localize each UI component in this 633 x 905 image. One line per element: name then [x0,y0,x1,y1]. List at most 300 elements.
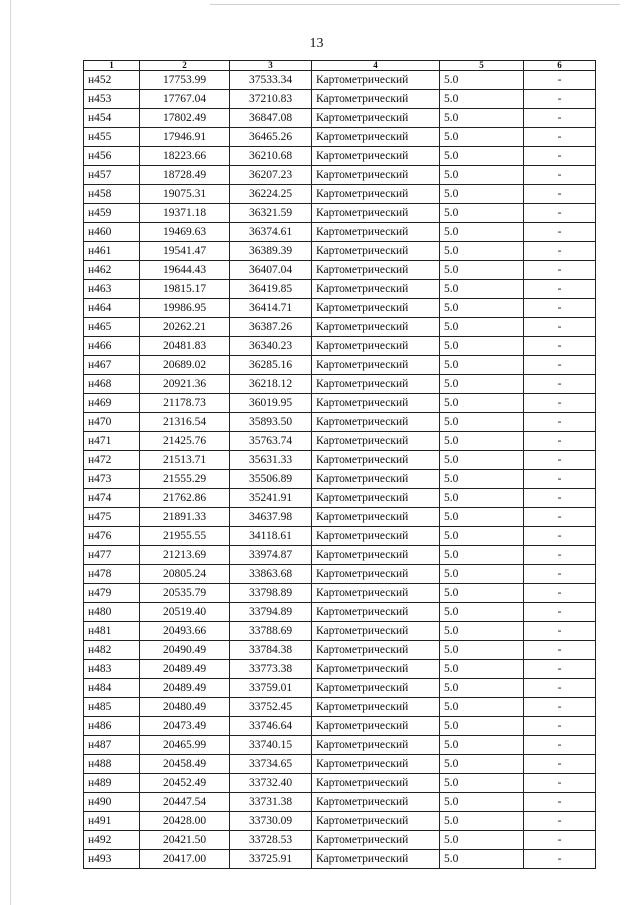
x-coordinate-cell: 20262.21 [140,318,230,337]
y-coordinate-cell: 33863.68 [230,565,312,584]
accuracy-cell: 5.0 [440,337,524,356]
accuracy-cell: 5.0 [440,185,524,204]
table-row [84,261,596,280]
table-row [84,128,596,147]
x-coordinate-cell: 19986.95 [140,299,230,318]
table-row [84,299,596,318]
note-cell: - [524,527,596,546]
table-row [84,356,596,375]
method-cell: Картометрический [312,698,440,717]
accuracy-cell: 5.0 [440,356,524,375]
x-coordinate-cell: 20480.49 [140,698,230,717]
y-coordinate-cell: 36847.08 [230,109,312,128]
y-coordinate-cell: 36218.12 [230,375,312,394]
accuracy-cell: 5.0 [440,641,524,660]
point-id-cell: н455 [84,128,140,147]
accuracy-cell: 5.0 [440,489,524,508]
method-cell: Картометрический [312,204,440,223]
x-coordinate-cell: 20473.49 [140,717,230,736]
note-cell: - [524,166,596,185]
point-id-cell: н491 [84,812,140,831]
column-header: 4 [312,61,440,71]
y-coordinate-cell: 37533.34 [230,71,312,90]
accuracy-cell: 5.0 [440,679,524,698]
accuracy-cell: 5.0 [440,128,524,147]
method-cell: Картометрический [312,356,440,375]
y-coordinate-cell: 36414.71 [230,299,312,318]
method-cell: Картометрический [312,394,440,413]
x-coordinate-cell: 17802.49 [140,109,230,128]
method-cell: Картометрический [312,812,440,831]
note-cell: - [524,185,596,204]
table-row [84,432,596,451]
note-cell: - [524,394,596,413]
y-coordinate-cell: 33730.09 [230,812,312,831]
accuracy-cell: 5.0 [440,527,524,546]
table-row [84,603,596,622]
accuracy-cell: 5.0 [440,166,524,185]
note-cell: - [524,242,596,261]
method-cell: Картометрический [312,584,440,603]
note-cell: - [524,261,596,280]
table-row [84,166,596,185]
note-cell: - [524,413,596,432]
accuracy-cell: 5.0 [440,90,524,109]
method-cell: Картометрический [312,622,440,641]
note-cell: - [524,489,596,508]
y-coordinate-cell: 33788.69 [230,622,312,641]
y-coordinate-cell: 33740.15 [230,736,312,755]
note-cell: - [524,660,596,679]
y-coordinate-cell: 33746.64 [230,717,312,736]
point-id-cell: н460 [84,223,140,242]
note-cell: - [524,204,596,223]
accuracy-cell: 5.0 [440,793,524,812]
point-id-cell: н466 [84,337,140,356]
accuracy-cell: 5.0 [440,375,524,394]
method-cell: Картометрический [312,432,440,451]
table-row [84,508,596,527]
note-cell: - [524,812,596,831]
x-coordinate-cell: 20805.24 [140,565,230,584]
point-id-cell: н470 [84,413,140,432]
accuracy-cell: 5.0 [440,774,524,793]
x-coordinate-cell: 21513.71 [140,451,230,470]
point-id-cell: н492 [84,831,140,850]
note-cell: - [524,109,596,128]
method-cell: Картометрический [312,508,440,527]
table-row [84,793,596,812]
note-cell: - [524,793,596,812]
y-coordinate-cell: 36321.59 [230,204,312,223]
x-coordinate-cell: 20689.02 [140,356,230,375]
y-coordinate-cell: 33734.65 [230,755,312,774]
point-id-cell: н471 [84,432,140,451]
y-coordinate-cell: 33798.89 [230,584,312,603]
accuracy-cell: 5.0 [440,698,524,717]
note-cell: - [524,128,596,147]
table-row [84,223,596,242]
x-coordinate-cell: 20458.49 [140,755,230,774]
column-header: 5 [440,61,524,71]
accuracy-cell: 5.0 [440,413,524,432]
table-body [84,71,596,869]
y-coordinate-cell: 34637.98 [230,508,312,527]
x-coordinate-cell: 21213.69 [140,546,230,565]
x-coordinate-cell: 19075.31 [140,185,230,204]
accuracy-cell: 5.0 [440,812,524,831]
method-cell: Картометрический [312,451,440,470]
point-id-cell: н453 [84,90,140,109]
note-cell: - [524,679,596,698]
table-row [84,318,596,337]
point-id-cell: н467 [84,356,140,375]
note-cell: - [524,603,596,622]
method-cell: Картометрический [312,755,440,774]
y-coordinate-cell: 33974.87 [230,546,312,565]
note-cell: - [524,641,596,660]
method-cell: Картометрический [312,660,440,679]
x-coordinate-cell: 20519.40 [140,603,230,622]
table-row [84,755,596,774]
accuracy-cell: 5.0 [440,223,524,242]
table-row [84,812,596,831]
point-id-cell: н478 [84,565,140,584]
table-row [84,280,596,299]
y-coordinate-cell: 35506.89 [230,470,312,489]
method-cell: Картометрический [312,128,440,147]
point-id-cell: н489 [84,774,140,793]
table-row [84,185,596,204]
y-coordinate-cell: 35763.74 [230,432,312,451]
y-coordinate-cell: 36374.61 [230,223,312,242]
note-cell: - [524,470,596,489]
table-row [84,242,596,261]
accuracy-cell: 5.0 [440,831,524,850]
y-coordinate-cell: 36387.26 [230,318,312,337]
method-cell: Картометрический [312,641,440,660]
table-row [84,660,596,679]
note-cell: - [524,508,596,527]
method-cell: Картометрический [312,71,440,90]
point-id-cell: н493 [84,850,140,869]
method-cell: Картометрический [312,717,440,736]
point-id-cell: н477 [84,546,140,565]
accuracy-cell: 5.0 [440,280,524,299]
table-header-row [84,61,596,71]
point-id-cell: н490 [84,793,140,812]
table-row [84,413,596,432]
method-cell: Картометрический [312,546,440,565]
x-coordinate-cell: 20489.49 [140,660,230,679]
point-id-cell: н457 [84,166,140,185]
x-coordinate-cell: 18223.66 [140,147,230,166]
point-id-cell: н484 [84,679,140,698]
x-coordinate-cell: 20428.00 [140,812,230,831]
y-coordinate-cell: 35241.91 [230,489,312,508]
note-cell: - [524,717,596,736]
column-header: 1 [84,61,140,71]
table-row [84,489,596,508]
method-cell: Картометрический [312,413,440,432]
point-id-cell: н486 [84,717,140,736]
point-id-cell: н463 [84,280,140,299]
point-id-cell: н464 [84,299,140,318]
point-id-cell: н452 [84,71,140,90]
accuracy-cell: 5.0 [440,242,524,261]
point-id-cell: н473 [84,470,140,489]
method-cell: Картометрический [312,679,440,698]
table-row [84,527,596,546]
point-id-cell: н461 [84,242,140,261]
accuracy-cell: 5.0 [440,318,524,337]
x-coordinate-cell: 20452.49 [140,774,230,793]
point-id-cell: н458 [84,185,140,204]
note-cell: - [524,831,596,850]
y-coordinate-cell: 36340.23 [230,337,312,356]
accuracy-cell: 5.0 [440,508,524,527]
accuracy-cell: 5.0 [440,147,524,166]
table-row [84,394,596,413]
accuracy-cell: 5.0 [440,584,524,603]
y-coordinate-cell: 33731.38 [230,793,312,812]
point-id-cell: н468 [84,375,140,394]
point-id-cell: н456 [84,147,140,166]
x-coordinate-cell: 20417.00 [140,850,230,869]
table-row [84,109,596,128]
table-row [84,641,596,660]
note-cell: - [524,375,596,394]
method-cell: Картометрический [312,318,440,337]
method-cell: Картометрический [312,565,440,584]
y-coordinate-cell: 35631.33 [230,451,312,470]
table-row [84,850,596,869]
accuracy-cell: 5.0 [440,717,524,736]
point-id-cell: н482 [84,641,140,660]
x-coordinate-cell: 20447.54 [140,793,230,812]
accuracy-cell: 5.0 [440,755,524,774]
y-coordinate-cell: 34118.61 [230,527,312,546]
note-cell: - [524,755,596,774]
table-row [84,375,596,394]
method-cell: Картометрический [312,299,440,318]
table-row [84,774,596,793]
note-cell: - [524,223,596,242]
note-cell: - [524,356,596,375]
table-row [84,679,596,698]
x-coordinate-cell: 19815.17 [140,280,230,299]
method-cell: Картометрический [312,470,440,489]
accuracy-cell: 5.0 [440,299,524,318]
y-coordinate-cell: 36465.26 [230,128,312,147]
method-cell: Картометрический [312,90,440,109]
x-coordinate-cell: 20465.99 [140,736,230,755]
table-row [84,470,596,489]
x-coordinate-cell: 19469.63 [140,223,230,242]
method-cell: Картометрический [312,793,440,812]
note-cell: - [524,698,596,717]
y-coordinate-cell: 36285.16 [230,356,312,375]
y-coordinate-cell: 35893.50 [230,413,312,432]
note-cell: - [524,736,596,755]
point-id-cell: н462 [84,261,140,280]
column-header: 3 [230,61,312,71]
note-cell: - [524,774,596,793]
note-cell: - [524,546,596,565]
y-coordinate-cell: 33728.53 [230,831,312,850]
x-coordinate-cell: 19644.43 [140,261,230,280]
table-row [84,736,596,755]
note-cell: - [524,71,596,90]
method-cell: Картометрический [312,736,440,755]
x-coordinate-cell: 20493.66 [140,622,230,641]
method-cell: Картометрический [312,185,440,204]
y-coordinate-cell: 36019.95 [230,394,312,413]
note-cell: - [524,622,596,641]
point-id-cell: н474 [84,489,140,508]
x-coordinate-cell: 20421.50 [140,831,230,850]
y-coordinate-cell: 33784.38 [230,641,312,660]
x-coordinate-cell: 18728.49 [140,166,230,185]
point-id-cell: н476 [84,527,140,546]
note-cell: - [524,337,596,356]
y-coordinate-cell: 36210.68 [230,147,312,166]
x-coordinate-cell: 20535.79 [140,584,230,603]
point-id-cell: н459 [84,204,140,223]
y-coordinate-cell: 33759.01 [230,679,312,698]
x-coordinate-cell: 21178.73 [140,394,230,413]
table-row [84,584,596,603]
coordinates-table [83,60,596,869]
accuracy-cell: 5.0 [440,470,524,489]
y-coordinate-cell: 36207.23 [230,166,312,185]
point-id-cell: н472 [84,451,140,470]
point-id-cell: н469 [84,394,140,413]
point-id-cell: н488 [84,755,140,774]
page-number: 13 [309,36,324,51]
accuracy-cell: 5.0 [440,622,524,641]
table-row [84,90,596,109]
table-row [84,204,596,223]
method-cell: Картометрический [312,850,440,869]
accuracy-cell: 5.0 [440,204,524,223]
point-id-cell: н481 [84,622,140,641]
y-coordinate-cell: 36419.85 [230,280,312,299]
table-row [84,337,596,356]
accuracy-cell: 5.0 [440,432,524,451]
method-cell: Картометрический [312,603,440,622]
table-row [84,622,596,641]
x-coordinate-cell: 17753.99 [140,71,230,90]
x-coordinate-cell: 21316.54 [140,413,230,432]
note-cell: - [524,850,596,869]
y-coordinate-cell: 33773.38 [230,660,312,679]
note-cell: - [524,432,596,451]
table-row [84,717,596,736]
accuracy-cell: 5.0 [440,603,524,622]
point-id-cell: н465 [84,318,140,337]
table-row [84,71,596,90]
accuracy-cell: 5.0 [440,394,524,413]
x-coordinate-cell: 20921.36 [140,375,230,394]
x-coordinate-cell: 19541.47 [140,242,230,261]
accuracy-cell: 5.0 [440,565,524,584]
x-coordinate-cell: 21955.55 [140,527,230,546]
y-coordinate-cell: 36389.39 [230,242,312,261]
note-cell: - [524,584,596,603]
accuracy-cell: 5.0 [440,660,524,679]
accuracy-cell: 5.0 [440,736,524,755]
note-cell: - [524,280,596,299]
note-cell: - [524,90,596,109]
point-id-cell: н475 [84,508,140,527]
y-coordinate-cell: 33794.89 [230,603,312,622]
method-cell: Картометрический [312,166,440,185]
x-coordinate-cell: 21425.76 [140,432,230,451]
note-cell: - [524,147,596,166]
x-coordinate-cell: 20489.49 [140,679,230,698]
accuracy-cell: 5.0 [440,451,524,470]
accuracy-cell: 5.0 [440,261,524,280]
y-coordinate-cell: 36407.04 [230,261,312,280]
method-cell: Картометрический [312,109,440,128]
y-coordinate-cell: 33732.40 [230,774,312,793]
table-row [84,698,596,717]
scan-edge-top [210,4,620,5]
x-coordinate-cell: 20481.83 [140,337,230,356]
y-coordinate-cell: 37210.83 [230,90,312,109]
x-coordinate-cell: 17946.91 [140,128,230,147]
point-id-cell: н487 [84,736,140,755]
x-coordinate-cell: 17767.04 [140,90,230,109]
y-coordinate-cell: 33725.91 [230,850,312,869]
method-cell: Картометрический [312,147,440,166]
table-row [84,147,596,166]
table-row [84,565,596,584]
method-cell: Картометрический [312,337,440,356]
point-id-cell: н483 [84,660,140,679]
point-id-cell: н479 [84,584,140,603]
note-cell: - [524,565,596,584]
column-header: 6 [524,61,596,71]
method-cell: Картометрический [312,223,440,242]
note-cell: - [524,299,596,318]
column-header: 2 [140,61,230,71]
table-row [84,831,596,850]
accuracy-cell: 5.0 [440,850,524,869]
method-cell: Картометрический [312,831,440,850]
note-cell: - [524,318,596,337]
accuracy-cell: 5.0 [440,109,524,128]
x-coordinate-cell: 21891.33 [140,508,230,527]
method-cell: Картометрический [312,261,440,280]
table-row [84,451,596,470]
x-coordinate-cell: 19371.18 [140,204,230,223]
y-coordinate-cell: 33752.45 [230,698,312,717]
accuracy-cell: 5.0 [440,546,524,565]
method-cell: Картометрический [312,242,440,261]
scan-edge-left [10,0,11,905]
method-cell: Картометрический [312,774,440,793]
point-id-cell: н485 [84,698,140,717]
method-cell: Картометрический [312,280,440,299]
accuracy-cell: 5.0 [440,71,524,90]
method-cell: Картометрический [312,489,440,508]
point-id-cell: н480 [84,603,140,622]
note-cell: - [524,451,596,470]
x-coordinate-cell: 20490.49 [140,641,230,660]
method-cell: Картометрический [312,375,440,394]
